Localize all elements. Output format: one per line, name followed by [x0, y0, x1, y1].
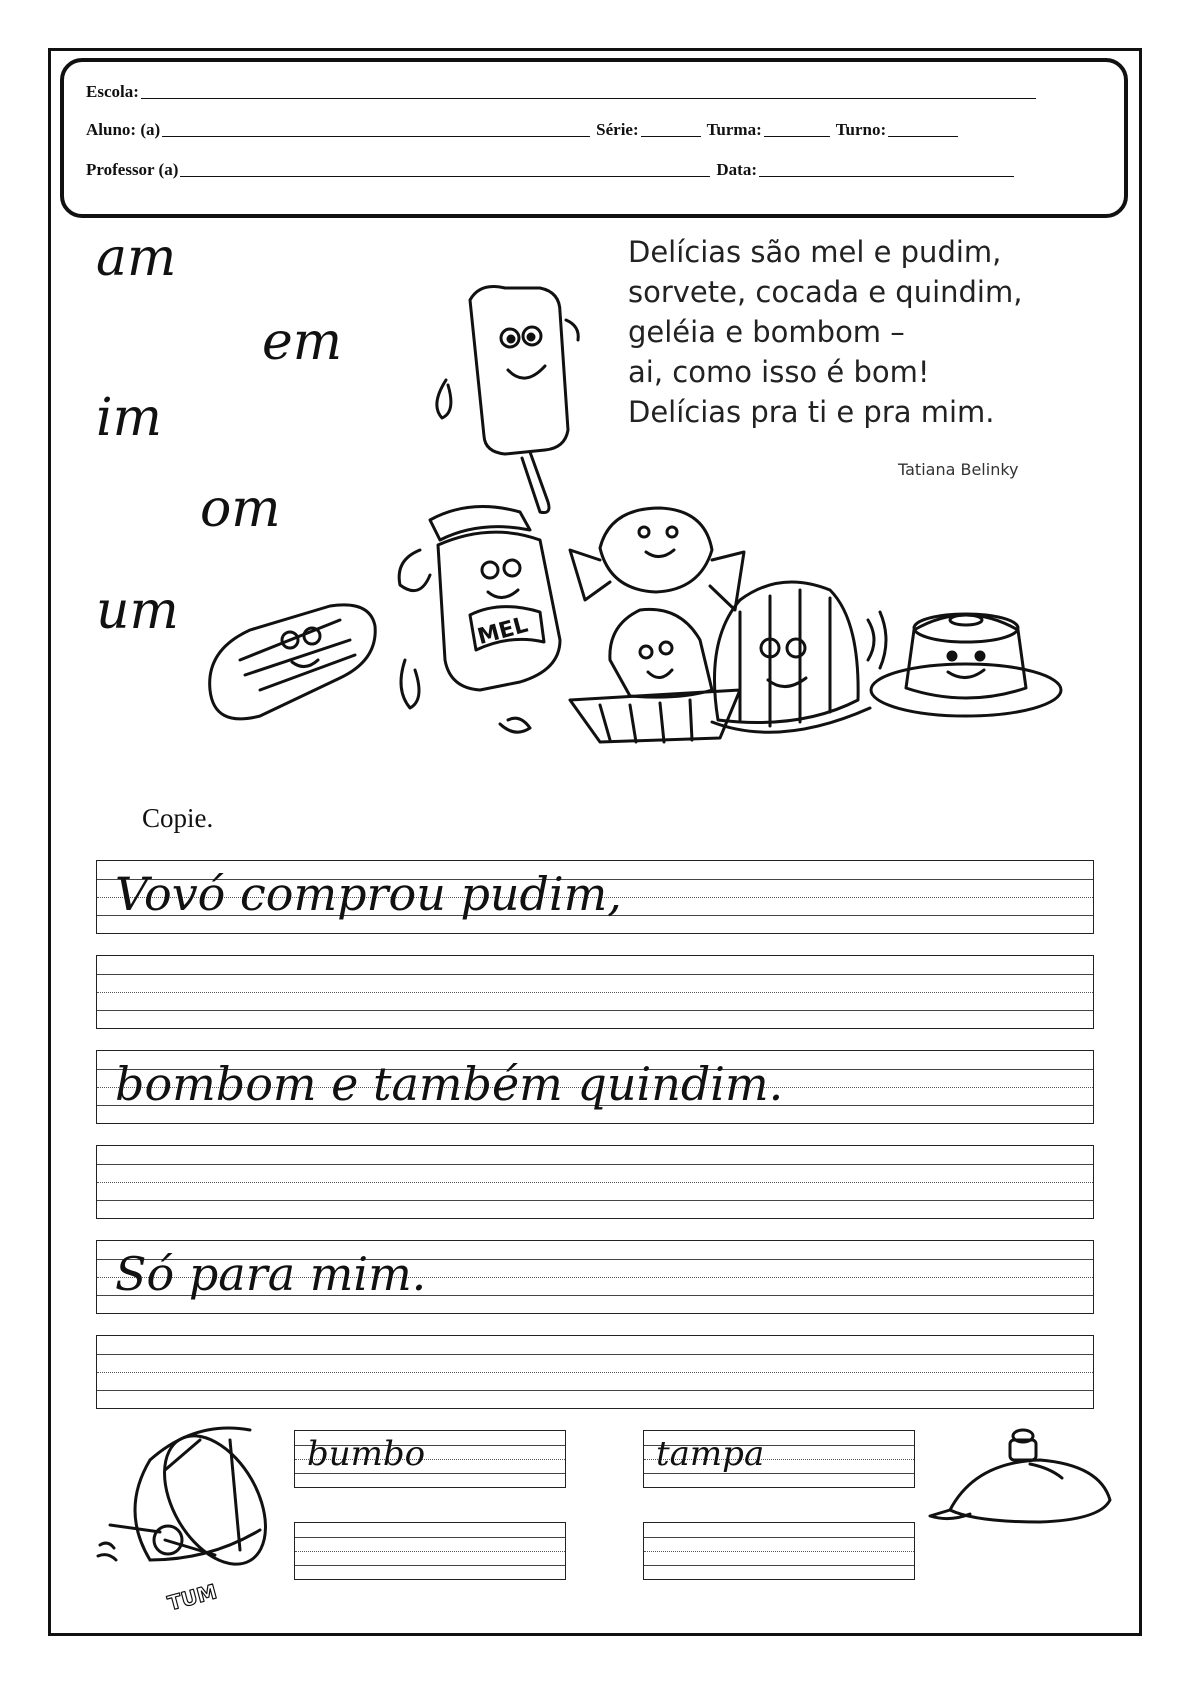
syllable-om: om — [200, 479, 281, 539]
professor-label: Professor (a) — [86, 160, 179, 179]
turno-label: Turno: — [835, 120, 887, 139]
syllable-im: im — [96, 388, 162, 448]
escola-label: Escola: — [86, 82, 139, 101]
turma-label: Turma: — [706, 120, 762, 139]
poem-author: Tatiana Belinky — [898, 460, 1019, 479]
poem-line: geléia e bombom – — [628, 315, 905, 349]
aluno-label: Aluno: (a) — [86, 120, 161, 139]
model-sentence-1: Vovó comprou pudim, — [115, 867, 622, 921]
jar-label: MEL — [474, 612, 531, 651]
lid-icon — [930, 1430, 1110, 1522]
poem-line: Delícias pra ti e pra mim. — [628, 395, 995, 429]
serie-label: Série: — [596, 120, 639, 139]
drum-icon — [98, 1418, 286, 1581]
model-sentence-3: Só para mim. — [115, 1247, 427, 1301]
poem-line: sorvete, cocada e quindim, — [628, 275, 1023, 309]
word-bumbo: bumbo — [307, 1434, 426, 1474]
drum-sound: TUM — [165, 1579, 220, 1616]
word-tampa: tampa — [656, 1434, 765, 1474]
copy-instruction: Copie. — [142, 803, 214, 833]
poem-line: ai, como isso é bom! — [628, 355, 930, 389]
syllable-am: am — [96, 228, 177, 288]
data-label: Data: — [716, 160, 757, 179]
syllable-em: em — [262, 312, 343, 372]
syllable-um: um — [96, 581, 179, 641]
poem-line: Delícias são mel e pudim, — [628, 235, 1002, 269]
model-sentence-2: bombom e também quindim. — [115, 1057, 784, 1111]
